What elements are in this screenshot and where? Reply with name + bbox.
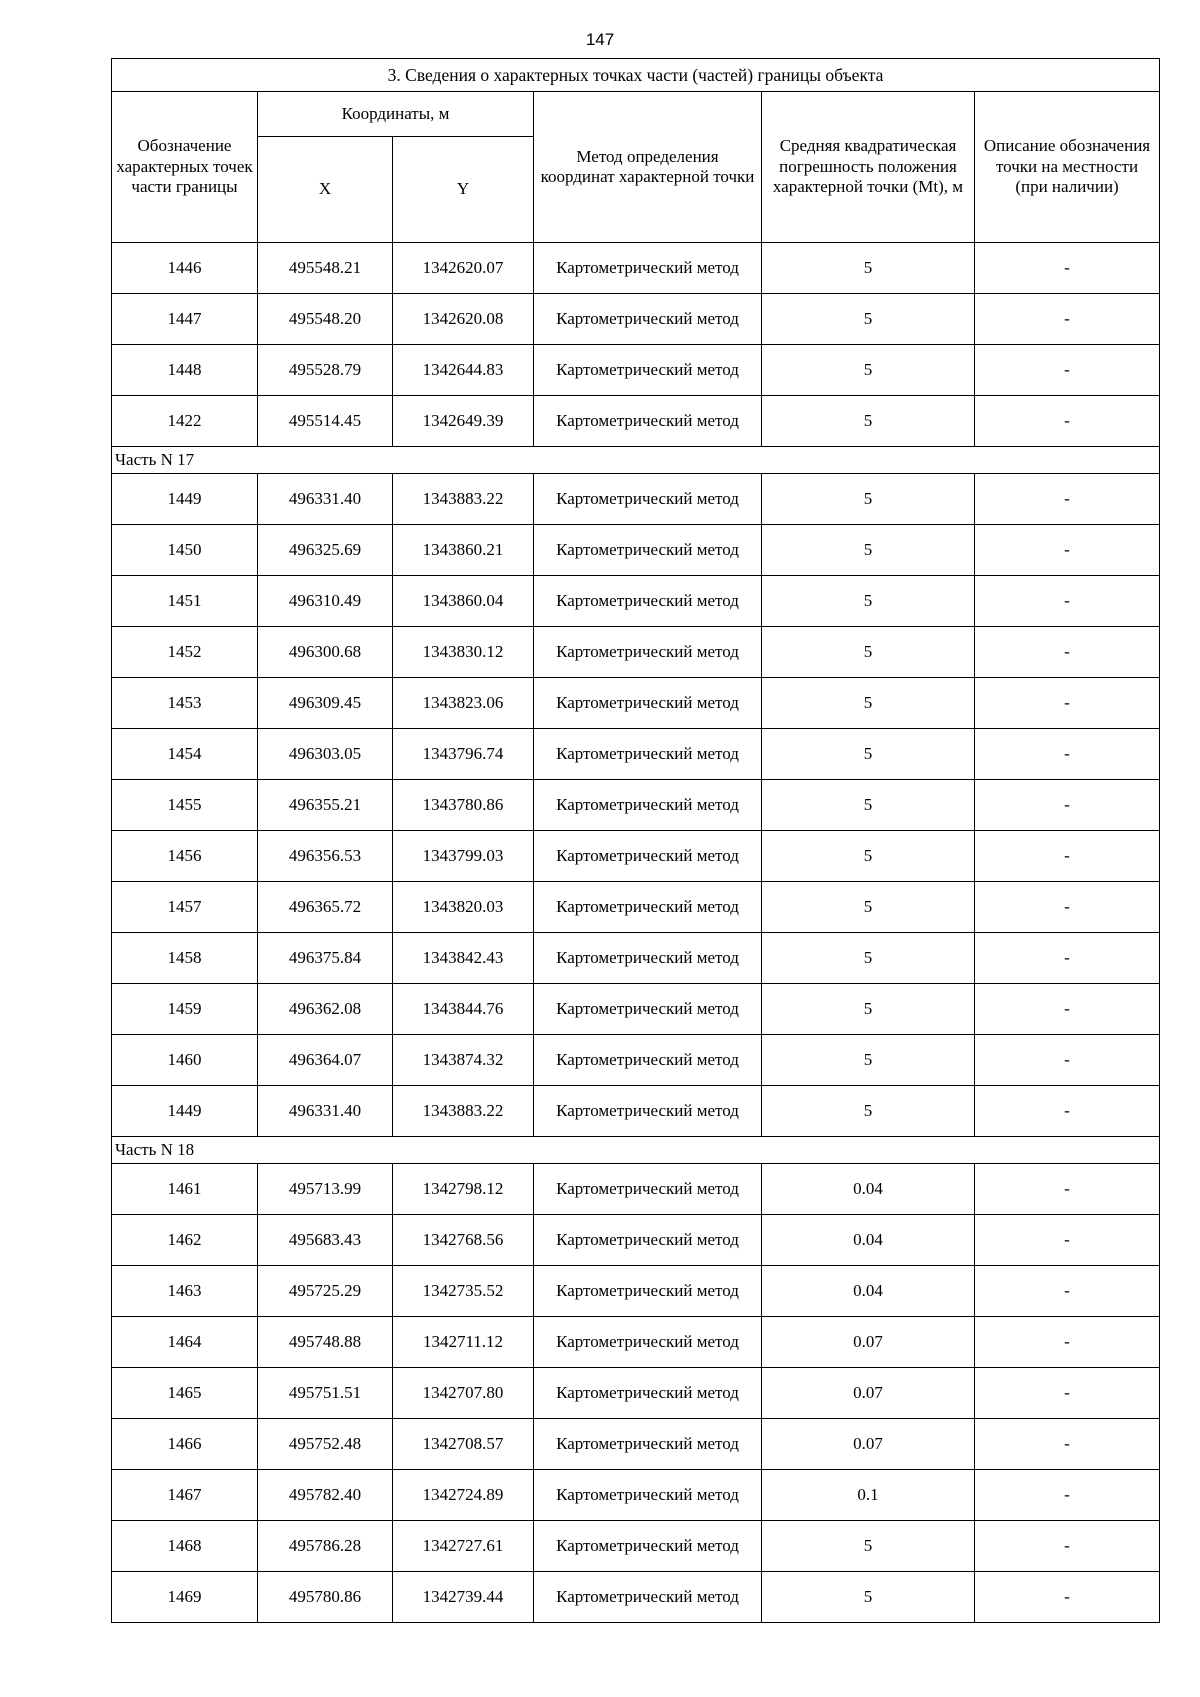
cell-method: Картометрический метод: [534, 1317, 762, 1368]
cell-x: 495780.86: [258, 1572, 393, 1623]
header-designation: Обозначение характерных точек части границы: [112, 92, 258, 243]
cell-mt: 0.04: [762, 1164, 975, 1215]
table-row: [112, 345, 1160, 396]
table-row: [112, 1086, 1160, 1137]
cell-point-id: 1457: [112, 882, 258, 933]
cell-point-id: 1456: [112, 831, 258, 882]
cell-method: Картометрический метод: [534, 678, 762, 729]
cell-point-id: 1466: [112, 1419, 258, 1470]
cell-y: 1342620.07: [393, 243, 534, 294]
cell-method: Картометрический метод: [534, 1470, 762, 1521]
cell-mt: 0.1: [762, 1470, 975, 1521]
cell-point-id: 1454: [112, 729, 258, 780]
cell-mt: 5: [762, 678, 975, 729]
cell-description: -: [975, 882, 1160, 933]
cell-method: Картометрический метод: [534, 933, 762, 984]
cell-mt: 0.07: [762, 1317, 975, 1368]
table-row: [112, 1317, 1160, 1368]
cell-x: 495786.28: [258, 1521, 393, 1572]
cell-point-id: 1447: [112, 294, 258, 345]
cell-y: 1343874.32: [393, 1035, 534, 1086]
cell-y: 1343823.06: [393, 678, 534, 729]
cell-x: 495548.21: [258, 243, 393, 294]
cell-mt: 5: [762, 1572, 975, 1623]
cell-x: 495514.45: [258, 396, 393, 447]
cell-y: 1343796.74: [393, 729, 534, 780]
cell-mt: 5: [762, 345, 975, 396]
cell-y: 1343860.04: [393, 576, 534, 627]
cell-point-id: 1449: [112, 1086, 258, 1137]
cell-y: 1342707.80: [393, 1368, 534, 1419]
cell-x: 496325.69: [258, 525, 393, 576]
cell-description: -: [975, 1317, 1160, 1368]
cell-description: -: [975, 243, 1160, 294]
header-y: Y: [393, 137, 534, 243]
cell-point-id: 1452: [112, 627, 258, 678]
cell-description: -: [975, 345, 1160, 396]
cell-point-id: 1449: [112, 474, 258, 525]
cell-y: 1343830.12: [393, 627, 534, 678]
cell-mt: 5: [762, 933, 975, 984]
cell-description: -: [975, 627, 1160, 678]
cell-x: 496356.53: [258, 831, 393, 882]
cell-x: 496331.40: [258, 474, 393, 525]
table-row: [112, 1215, 1160, 1266]
cell-method: Картометрический метод: [534, 345, 762, 396]
cell-y: 1342735.52: [393, 1266, 534, 1317]
cell-method: Картометрический метод: [534, 1419, 762, 1470]
cell-description: -: [975, 1368, 1160, 1419]
cell-description: -: [975, 1086, 1160, 1137]
cell-point-id: 1463: [112, 1266, 258, 1317]
cell-y: 1342711.12: [393, 1317, 534, 1368]
cell-x: 495548.20: [258, 294, 393, 345]
cell-mt: 5: [762, 831, 975, 882]
table-body: [112, 243, 1160, 1623]
cell-description: -: [975, 1572, 1160, 1623]
cell-point-id: 1460: [112, 1035, 258, 1086]
cell-point-id: 1465: [112, 1368, 258, 1419]
cell-mt: 5: [762, 627, 975, 678]
cell-method: Картометрический метод: [534, 1215, 762, 1266]
cell-x: 496362.08: [258, 984, 393, 1035]
cell-point-id: 1459: [112, 984, 258, 1035]
cell-point-id: 1451: [112, 576, 258, 627]
cell-description: -: [975, 1164, 1160, 1215]
cell-description: -: [975, 1470, 1160, 1521]
cell-x: 496364.07: [258, 1035, 393, 1086]
cell-x: 496331.40: [258, 1086, 393, 1137]
cell-y: 1342768.56: [393, 1215, 534, 1266]
cell-y: 1343844.76: [393, 984, 534, 1035]
cell-mt: 0.04: [762, 1215, 975, 1266]
cell-method: Картометрический метод: [534, 396, 762, 447]
cell-point-id: 1462: [112, 1215, 258, 1266]
cell-mt: 5: [762, 294, 975, 345]
cell-mt: 5: [762, 882, 975, 933]
cell-point-id: 1453: [112, 678, 258, 729]
cell-method: Картометрический метод: [534, 882, 762, 933]
cell-x: 496365.72: [258, 882, 393, 933]
cell-method: Картометрический метод: [534, 627, 762, 678]
cell-y: 1343883.22: [393, 474, 534, 525]
cell-description: -: [975, 1035, 1160, 1086]
cell-point-id: 1458: [112, 933, 258, 984]
cell-description: -: [975, 525, 1160, 576]
cell-y: 1342644.83: [393, 345, 534, 396]
cell-mt: 5: [762, 780, 975, 831]
cell-method: Картометрический метод: [534, 576, 762, 627]
cell-y: 1343883.22: [393, 1086, 534, 1137]
cell-y: 1342727.61: [393, 1521, 534, 1572]
cell-method: Картометрический метод: [534, 729, 762, 780]
cell-method: Картометрический метод: [534, 525, 762, 576]
cell-method: Картометрический метод: [534, 831, 762, 882]
table-row: [112, 243, 1160, 294]
cell-x: 495782.40: [258, 1470, 393, 1521]
cell-x: 496310.49: [258, 576, 393, 627]
cell-description: -: [975, 1215, 1160, 1266]
cell-mt: 5: [762, 984, 975, 1035]
cell-mt: 5: [762, 729, 975, 780]
table-row: [112, 1368, 1160, 1419]
cell-point-id: 1467: [112, 1470, 258, 1521]
cell-point-id: 1422: [112, 396, 258, 447]
table-row: [112, 294, 1160, 345]
cell-y: 1342708.57: [393, 1419, 534, 1470]
cell-description: -: [975, 396, 1160, 447]
cell-method: Картометрический метод: [534, 474, 762, 525]
table-row: [112, 474, 1160, 525]
cell-description: -: [975, 576, 1160, 627]
part-label: Часть N 18: [112, 1137, 1160, 1164]
table-row: [112, 1164, 1160, 1215]
cell-x: 495713.99: [258, 1164, 393, 1215]
cell-x: 496309.45: [258, 678, 393, 729]
cell-point-id: 1469: [112, 1572, 258, 1623]
cell-description: -: [975, 294, 1160, 345]
cell-y: 1343860.21: [393, 525, 534, 576]
cell-point-id: 1468: [112, 1521, 258, 1572]
cell-point-id: 1448: [112, 345, 258, 396]
cell-mt: 5: [762, 1086, 975, 1137]
table-row: [112, 882, 1160, 933]
table-row: [112, 933, 1160, 984]
cell-x: 495528.79: [258, 345, 393, 396]
table-row: [112, 729, 1160, 780]
cell-description: -: [975, 678, 1160, 729]
cell-method: Картометрический метод: [534, 243, 762, 294]
cell-x: 496375.84: [258, 933, 393, 984]
cell-y: 1342620.08: [393, 294, 534, 345]
table-row: [112, 678, 1160, 729]
cell-mt: 5: [762, 1521, 975, 1572]
cell-x: 495683.43: [258, 1215, 393, 1266]
table-row: [112, 1521, 1160, 1572]
boundary-points-table: [111, 58, 1160, 1623]
cell-point-id: 1455: [112, 780, 258, 831]
cell-point-id: 1461: [112, 1164, 258, 1215]
cell-mt: 0.04: [762, 1266, 975, 1317]
cell-y: 1343799.03: [393, 831, 534, 882]
header-error: Средняя квадратическая погрешность положения характерной точки (Mt), м: [762, 92, 975, 243]
table-row: [112, 627, 1160, 678]
cell-method: Картометрический метод: [534, 1266, 762, 1317]
cell-method: Картометрический метод: [534, 1164, 762, 1215]
cell-mt: 5: [762, 1035, 975, 1086]
part-row: [112, 1137, 1160, 1164]
cell-description: -: [975, 1266, 1160, 1317]
cell-description: -: [975, 1521, 1160, 1572]
table-row: [112, 1470, 1160, 1521]
table-title: 3. Сведения о характерных точках части (частей) границы объекта: [112, 59, 1160, 92]
header-description: Описание обозначения точки на местности (при наличии): [975, 92, 1160, 243]
cell-mt: 0.07: [762, 1419, 975, 1470]
cell-mt: 5: [762, 525, 975, 576]
table-row: [112, 1419, 1160, 1470]
table-row: [112, 780, 1160, 831]
cell-description: -: [975, 831, 1160, 882]
cell-description: -: [975, 984, 1160, 1035]
cell-y: 1342798.12: [393, 1164, 534, 1215]
cell-method: Картометрический метод: [534, 1572, 762, 1623]
cell-x: 496300.68: [258, 627, 393, 678]
cell-x: 495752.48: [258, 1419, 393, 1470]
table-row: [112, 576, 1160, 627]
cell-mt: 5: [762, 576, 975, 627]
cell-mt: 5: [762, 474, 975, 525]
cell-x: 495751.51: [258, 1368, 393, 1419]
header-method: Метод определения координат характерной точки: [534, 92, 762, 243]
table-row: [112, 1035, 1160, 1086]
cell-method: Картометрический метод: [534, 1086, 762, 1137]
cell-point-id: 1446: [112, 243, 258, 294]
cell-method: Картометрический метод: [534, 1035, 762, 1086]
part-label: Часть N 17: [112, 447, 1160, 474]
table-row: [112, 984, 1160, 1035]
cell-y: 1343842.43: [393, 933, 534, 984]
cell-x: 496355.21: [258, 780, 393, 831]
cell-method: Картометрический метод: [534, 780, 762, 831]
table-row: [112, 396, 1160, 447]
page-number: 147: [585, 30, 615, 49]
cell-description: -: [975, 474, 1160, 525]
cell-x: 495748.88: [258, 1317, 393, 1368]
part-row: [112, 447, 1160, 474]
cell-y: 1342649.39: [393, 396, 534, 447]
cell-y: 1342724.89: [393, 1470, 534, 1521]
cell-y: 1343780.86: [393, 780, 534, 831]
table-row: [112, 831, 1160, 882]
cell-description: -: [975, 780, 1160, 831]
cell-mt: 0.07: [762, 1368, 975, 1419]
cell-method: Картометрический метод: [534, 1368, 762, 1419]
cell-mt: 5: [762, 243, 975, 294]
cell-y: 1343820.03: [393, 882, 534, 933]
cell-x: 496303.05: [258, 729, 393, 780]
cell-description: -: [975, 729, 1160, 780]
cell-method: Картометрический метод: [534, 294, 762, 345]
cell-x: 495725.29: [258, 1266, 393, 1317]
cell-method: Картометрический метод: [534, 984, 762, 1035]
cell-method: Картометрический метод: [534, 1521, 762, 1572]
cell-point-id: 1464: [112, 1317, 258, 1368]
table-row: [112, 525, 1160, 576]
header-x: X: [258, 137, 393, 243]
table-row: [112, 1572, 1160, 1623]
cell-point-id: 1450: [112, 525, 258, 576]
table-row: [112, 1266, 1160, 1317]
cell-description: -: [975, 933, 1160, 984]
cell-y: 1342739.44: [393, 1572, 534, 1623]
cell-description: -: [975, 1419, 1160, 1470]
header-coordinates: Координаты, м: [258, 92, 534, 137]
cell-mt: 5: [762, 396, 975, 447]
